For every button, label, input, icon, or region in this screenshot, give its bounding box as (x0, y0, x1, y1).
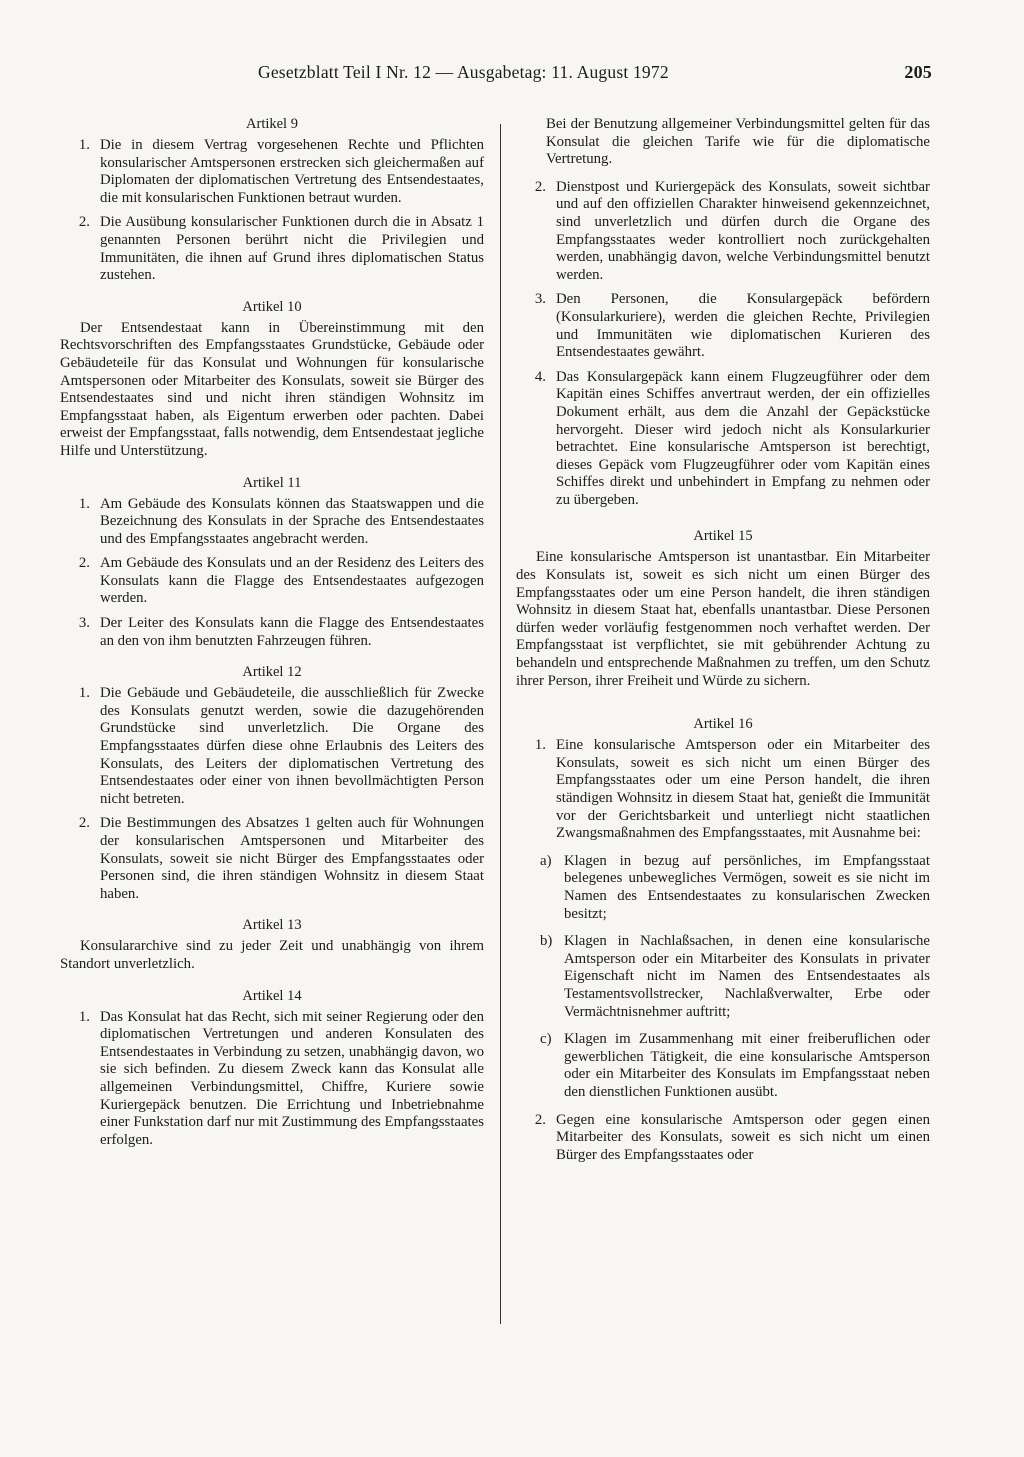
article-text: Konsulararchive sind zu jeder Zeit und unabhängig von ihrem Standort unverletzlich. (60, 938, 484, 972)
right-column (516, 116, 930, 1178)
article-title: Artikel 15 (693, 528, 753, 545)
item-text: Dienstpost und Kuriergepäck des Konsulats, soweit sichtbar und auf den offiziellen Charakter hinweisend gekennzeichnet, sind unverletzlich und dürfen durch die Organe des Empfangsstaates weder kontrolliert noch zurückgehalten werden, unabhängig davon, welche Verbindungsmittel benutzt werden. (556, 178, 930, 283)
sub-item-label: a) (540, 852, 552, 869)
item-text: Die Ausübung konsularischer Funktionen durch die in Absatz 1 genannten Personen berührt nicht die Privilegien und Immunitäten, die ihnen auf Grund ihres diplomatischen Status zustehen. (100, 214, 484, 284)
paragraph-item (60, 137, 484, 207)
item-text: Am Gebäude des Konsulats und an der Residenz des Leiters des Konsulats kann die Flagge des Entsendestaates aufgezogen werden. (100, 555, 484, 607)
article-title: Artikel 12 (242, 664, 302, 681)
item-number: 2. (534, 178, 546, 195)
column-divider (500, 124, 501, 1324)
sub-item-label: c) (540, 1031, 552, 1048)
item-number: 3. (534, 291, 546, 308)
paragraph-item (60, 555, 484, 608)
paragraph-item (516, 291, 930, 361)
item-text: Die in diesem Vertrag vorgesehenen Rechte und Pflichten konsularischer Amtspersonen erstrecken sich gleichermaßen auf Diplomaten der diplomatischen Vertretung des Entsendestaates, die mit konsularischen Funktionen betraut wurden. (100, 137, 484, 206)
sub-item-text: Klagen in bezug auf persönliches, im Empfangsstaat belegenes unbewegliches Vermögen, soweit es sie nicht im Namen des Entsendestaates zu konsularischen Zwecken besitzt; (564, 852, 930, 922)
item-text: Der Leiter des Konsulats kann die Flagge des Entsendestaates an den von ihm benutzten Fahrzeugen führen. (100, 615, 484, 649)
sub-item (540, 1031, 930, 1101)
left-column (60, 116, 484, 1163)
article-text: Eine konsularische Amtsperson ist unantastbar. Ein Mitarbeiter des Konsulats ist, soweit es sich nicht um einen Bürger des Empfangsstaates oder um eine Person handelt, die ihren ständigen Wohnsitz in diesem Staat hat, ebenfalls unantastbar. Diese Personen dürfen weder vorläufig festgenommen noch verhaftet werden. Der Empfangsstaat ist verpflichtet, sie mit gebührender Achtung zu behandeln und entsprechende Maßnahmen zu treffen, um den Schutz ihrer Person, ihrer Freiheit und Würde zu sichern. (516, 549, 930, 689)
item-number: 2. (78, 214, 90, 231)
article-title: Artikel 14 (242, 987, 302, 1004)
item-text: Die Bestimmungen des Absatzes 1 gelten auch für Wohnungen der konsularischen Amtspersonen und Mitarbeiter des Konsulats, soweit sie nicht Bürger des Empfangsstaates oder Personen sind, die ihren ständigen Wohnsitz in diesem Staat haben. (100, 815, 484, 902)
article-14-continuation: Bei der Benutzung allgemeiner Verbindungsmittel gelten für das Konsulat die gleichen Tarife wie für die diplomatische Vertretung. (546, 116, 930, 168)
article-16 (516, 716, 930, 1164)
paragraph-item (516, 369, 930, 510)
article-13 (60, 917, 484, 973)
item-number: 1. (534, 737, 546, 754)
article-15 (516, 528, 930, 690)
article-title: Artikel 13 (242, 917, 302, 934)
article-12 (60, 664, 484, 903)
sub-item (540, 853, 930, 923)
sub-item-text: Klagen in Nachlaßsachen, in denen eine konsularische Amtsperson oder ein Mitarbeiter des Konsulats in privater Eigenschaft nicht im Namen des Entsendestaates als Testamentsvollstrecker, Nachlaßverwalter, Erbe oder Vermächtnisnehmer auftritt; (564, 933, 930, 1020)
article-14 (60, 988, 484, 1150)
paragraph-item (516, 1112, 930, 1165)
item-text: Das Konsulargepäck kann einem Flugzeugführer oder dem Kapitän eines Schiffes anvertraut werden, der ein offizielles Dokument erhält, aus dem die Anzahl der Gepäckstücke hervorgeht. Dieser wird jedoch nicht als Konsularkurier betrachtet. Eine konsularische Amtsperson ist berechtigt, dieses Gepäck vom Flugzeugführer oder vom Kapitän eines Schiffes direkt und unbehindert in Empfang zu nehmen oder zu übergeben. (556, 368, 930, 508)
paragraph-item (60, 615, 484, 650)
sub-item (540, 933, 930, 1021)
paragraph-item (60, 214, 484, 284)
item-text: Den Personen, die Konsulargepäck befördern (Konsularkuriere), werden die gleichen Rechte, Privilegien und Immunitäten wie diplomatischen Kurieren des Entsendestaates gewährt. (556, 291, 930, 361)
sub-item-text: Klagen im Zusammenhang mit einer freiberuflichen oder gewerblichen Tätigkeit, die eine konsularische Amtsperson oder ein Mitarbeiter des Konsulats im Empfangsstaat neben den dienstlichen Funktionen ausübt. (564, 1031, 930, 1100)
article-title: Artikel 16 (693, 716, 753, 733)
item-number: 1. (78, 685, 90, 702)
article-9 (60, 116, 484, 285)
article-title: Artikel 10 (242, 298, 302, 315)
item-number: 2. (78, 815, 90, 832)
article-11 (60, 475, 484, 651)
paragraph-item (60, 496, 484, 549)
paragraph-item (60, 1009, 484, 1150)
paragraph-item (60, 815, 484, 903)
item-text: Gegen eine konsularische Amtsperson oder gegen einen Mitarbeiter des Konsulats, soweit es sich nicht um einen Bürger des Empfangsstaates oder (556, 1111, 930, 1163)
article-text: Der Entsendestaat kann in Übereinstimmung mit den Rechtsvorschriften des Empfangsstaates Grundstücke, Gebäude oder Gebäudeteile für das Konsulat und Wohnungen für konsularische Amtspersonen oder Mitarbeiter des Konsulats, soweit sie Bürger des Entsendestaates sind und nicht ihren ständigen Wohnsitz im Empfangsstaat haben, als Eigentum erwerben oder pachten. Dabei erweist der Empfangsstaat, falls notwendig, dem Entsendestaat jegliche Hilfe und Unterstützung. (60, 319, 484, 459)
item-text: Die Gebäude und Gebäudeteile, die ausschließlich für Zwecke des Konsulats genutzt werden, sowie die dazugehörenden Grundstücke sind unverletzlich. Die Organe des Empfangsstaates dürfen diese ohne Erlaubnis des Leiters des Konsulats, des Leiters der diplomatischen Vertretung des Entsendestaates oder einer von ihnen bevollmächtigten Person nicht betreten. (100, 685, 484, 807)
item-number: 2. (78, 555, 90, 572)
article-title: Artikel 11 (242, 474, 302, 491)
item-number: 3. (78, 615, 90, 632)
paragraph-item (516, 179, 930, 285)
item-text: Das Konsulat hat das Recht, sich mit seiner Regierung oder den diplomatischen Vertretungen und anderen Konsulaten des Entsendestaates in Verbindung zu setzen, unabhängig davon, wo sie sich befinden. Zu diesem Zweck kann das Konsulat alle allgemeinen Verbindungsmittel, Chiffre, Kuriere sowie Kuriergepäck benutzen. Die Errichtung und Inbetriebnahme einer Funkstation darf nur mit Zustimmung des Empfangsstaates erfolgen. (100, 1008, 484, 1148)
item-number: 1. (78, 1008, 90, 1025)
item-number: 4. (534, 368, 546, 385)
item-number: 1. (78, 137, 90, 153)
item-number: 2. (534, 1111, 546, 1128)
article-10 (60, 299, 484, 461)
item-text: Am Gebäude des Konsulats können das Staatswappen und die Bezeichnung des Konsulats in der Sprache des Entsendestaates und des Empfangsstaates angebracht werden. (100, 495, 484, 547)
article-title: Artikel 9 (246, 116, 298, 132)
item-text: Eine konsularische Amtsperson oder ein Mitarbeiter des Konsulats, soweit es sich nicht um einen Bürger des Empfangsstaates oder um eine Person handelt, die ihren ständigen Wohnsitz in diesem Staat hat, genießt die Immunität vor der Gerichtsbarkeit und unterliegt nicht staatlichen Zwangsmaßnahmen des Empfangsstaates, mit Ausnahme bei: (556, 737, 930, 842)
header-title: Gesetzblatt Teil I Nr. 12 — Ausgabetag: 11. August 1972 (258, 62, 669, 82)
page-number: 205 (904, 62, 932, 82)
sub-item-label: b) (540, 933, 553, 950)
paragraph-item (516, 737, 930, 843)
paragraph-item (60, 685, 484, 808)
item-number: 1. (78, 495, 90, 512)
